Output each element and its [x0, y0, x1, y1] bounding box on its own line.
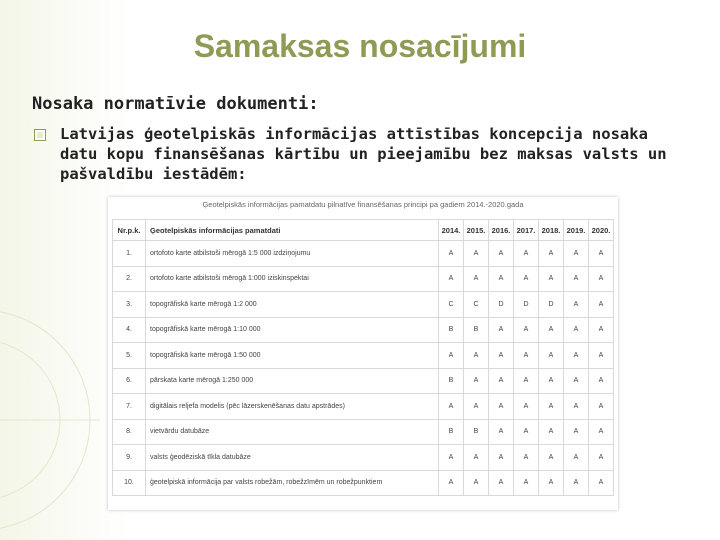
row-year-value: D	[514, 292, 539, 318]
table-row	[113, 241, 614, 267]
row-year-value: A	[489, 317, 514, 343]
row-year-value: A	[489, 419, 514, 445]
row-year-value: A	[589, 394, 614, 420]
row-year-value: A	[464, 266, 489, 292]
row-number: 2.	[113, 266, 146, 292]
row-year-value: A	[439, 266, 464, 292]
row-year-value: A	[514, 368, 539, 394]
row-number: 6.	[113, 368, 146, 394]
row-year-value: A	[589, 343, 614, 369]
row-year-value: A	[439, 343, 464, 369]
row-year-value: A	[589, 292, 614, 318]
row-year-value: A	[514, 317, 539, 343]
row-year-value: A	[564, 292, 589, 318]
row-year-value: A	[464, 445, 489, 471]
header-year: 2016.	[489, 220, 514, 241]
row-year-value: B	[464, 317, 489, 343]
row-year-value: A	[464, 470, 489, 496]
row-year-value: A	[489, 470, 514, 496]
row-year-value: A	[464, 368, 489, 394]
row-year-value: A	[514, 343, 539, 369]
table-row	[113, 394, 614, 420]
row-number: 4.	[113, 317, 146, 343]
row-year-value: A	[514, 419, 539, 445]
row-year-value: A	[564, 368, 589, 394]
row-number: 5.	[113, 343, 146, 369]
row-dataset-name: ortofoto karte atbilstoši mērogā 1:000 iziskinspektai	[146, 266, 439, 292]
row-year-value: A	[514, 394, 539, 420]
row-dataset-name: topogrāfiskā karte mērogā 1:2 000	[146, 292, 439, 318]
row-number: 9.	[113, 445, 146, 471]
row-number: 7.	[113, 394, 146, 420]
row-dataset-name: topogrāfiskā karte mērogā 1:10 000	[146, 317, 439, 343]
row-year-value: B	[464, 419, 489, 445]
row-year-value: A	[564, 241, 589, 267]
header-year: 2017.	[514, 220, 539, 241]
row-year-value: C	[464, 292, 489, 318]
row-dataset-name: ortofoto karte atbilstoši mērogā 1:5 000 izdziņojumu	[146, 241, 439, 267]
row-year-value: A	[439, 445, 464, 471]
header-name: Ģeotelpiskās informācijas pamatdati	[146, 220, 439, 241]
row-number: 3.	[113, 292, 146, 318]
row-year-value: B	[439, 317, 464, 343]
row-year-value: A	[589, 445, 614, 471]
row-year-value: A	[439, 394, 464, 420]
row-dataset-name: topogrāfiskā karte mērogā 1:50 000	[146, 343, 439, 369]
header-year: 2019.	[564, 220, 589, 241]
row-year-value: B	[439, 419, 464, 445]
row-year-value: D	[489, 292, 514, 318]
table-header-row	[113, 220, 614, 241]
row-year-value: A	[564, 445, 589, 471]
header-year: 2020.	[589, 220, 614, 241]
row-year-value: A	[589, 470, 614, 496]
row-year-value: A	[489, 241, 514, 267]
header-nr: Nr.p.k.	[113, 220, 146, 241]
row-year-value: A	[564, 343, 589, 369]
table-row	[113, 368, 614, 394]
row-number: 1.	[113, 241, 146, 267]
row-year-value: A	[489, 394, 514, 420]
embedded-table-image	[108, 197, 618, 510]
header-year: 2018.	[539, 220, 564, 241]
table-caption: Ģeotelpiskās informācijas pamatdatu pilnatīve finansēšanas principi pa gadiem 2014.-2020.gada	[202, 200, 524, 209]
row-year-value: A	[589, 368, 614, 394]
row-year-value: A	[564, 470, 589, 496]
row-year-value: A	[589, 419, 614, 445]
row-year-value: A	[589, 241, 614, 267]
square-bullet-icon	[34, 129, 46, 141]
row-year-value: A	[539, 419, 564, 445]
row-year-value: A	[439, 470, 464, 496]
row-year-value: A	[464, 394, 489, 420]
header-year: 2014.	[439, 220, 464, 241]
row-year-value: A	[539, 470, 564, 496]
row-number: 10.	[113, 470, 146, 496]
row-year-value: A	[589, 266, 614, 292]
row-year-value: A	[539, 368, 564, 394]
row-year-value: D	[539, 292, 564, 318]
row-year-value: A	[564, 266, 589, 292]
row-year-value: A	[564, 317, 589, 343]
bullet-item	[34, 124, 694, 184]
table-row	[113, 470, 614, 496]
row-year-value: A	[439, 241, 464, 267]
table-row	[113, 292, 614, 318]
row-year-value: A	[589, 317, 614, 343]
row-year-value: A	[514, 445, 539, 471]
row-year-value: A	[539, 317, 564, 343]
slide-title: Samaksas nosacījumi	[193, 28, 527, 64]
row-year-value: C	[439, 292, 464, 318]
table-row	[113, 445, 614, 471]
table-row	[113, 343, 614, 369]
header-year: 2015.	[464, 220, 489, 241]
row-year-value: A	[489, 266, 514, 292]
row-number: 8.	[113, 419, 146, 445]
row-dataset-name: ģeotelpiskā informācija par valsts robežām, robežzīmēm un robežpunktiem	[146, 470, 439, 496]
row-year-value: B	[439, 368, 464, 394]
row-year-value: A	[514, 266, 539, 292]
row-year-value: A	[539, 343, 564, 369]
row-year-value: A	[564, 394, 589, 420]
financing-table	[112, 219, 614, 496]
table-body	[113, 241, 614, 496]
row-year-value: A	[539, 241, 564, 267]
row-year-value: A	[489, 368, 514, 394]
row-dataset-name: pārskata karte mērogā 1:250 000	[146, 368, 439, 394]
row-year-value: A	[514, 470, 539, 496]
row-dataset-name: digitālais reljefa modelis (pēc lāzerskenēšanas datu apstrādes)	[146, 394, 439, 420]
row-year-value: A	[539, 394, 564, 420]
row-year-value: A	[464, 241, 489, 267]
row-dataset-name: vietvārdu datubāze	[146, 419, 439, 445]
table-row	[113, 266, 614, 292]
decorative-compass-graphic	[0, 0, 120, 540]
row-year-value: A	[489, 445, 514, 471]
row-dataset-name: valsts ģeodēziskā tīkla datubāze	[146, 445, 439, 471]
row-year-value: A	[539, 266, 564, 292]
slide-subtitle: Nosaka normatīvie dokumenti:	[32, 94, 319, 114]
row-year-value: A	[564, 419, 589, 445]
row-year-value: A	[514, 241, 539, 267]
table-row	[113, 317, 614, 343]
row-year-value: A	[489, 343, 514, 369]
row-year-value: A	[464, 343, 489, 369]
row-year-value: A	[539, 445, 564, 471]
bullet-text: Latvijas ģeotelpiskās informācijas attīstības koncepcija nosaka datu kopu finansēšanas kārtību un pieejamību bez maksas valsts un pašvaldību iestādēm:	[60, 125, 667, 183]
table-row	[113, 419, 614, 445]
